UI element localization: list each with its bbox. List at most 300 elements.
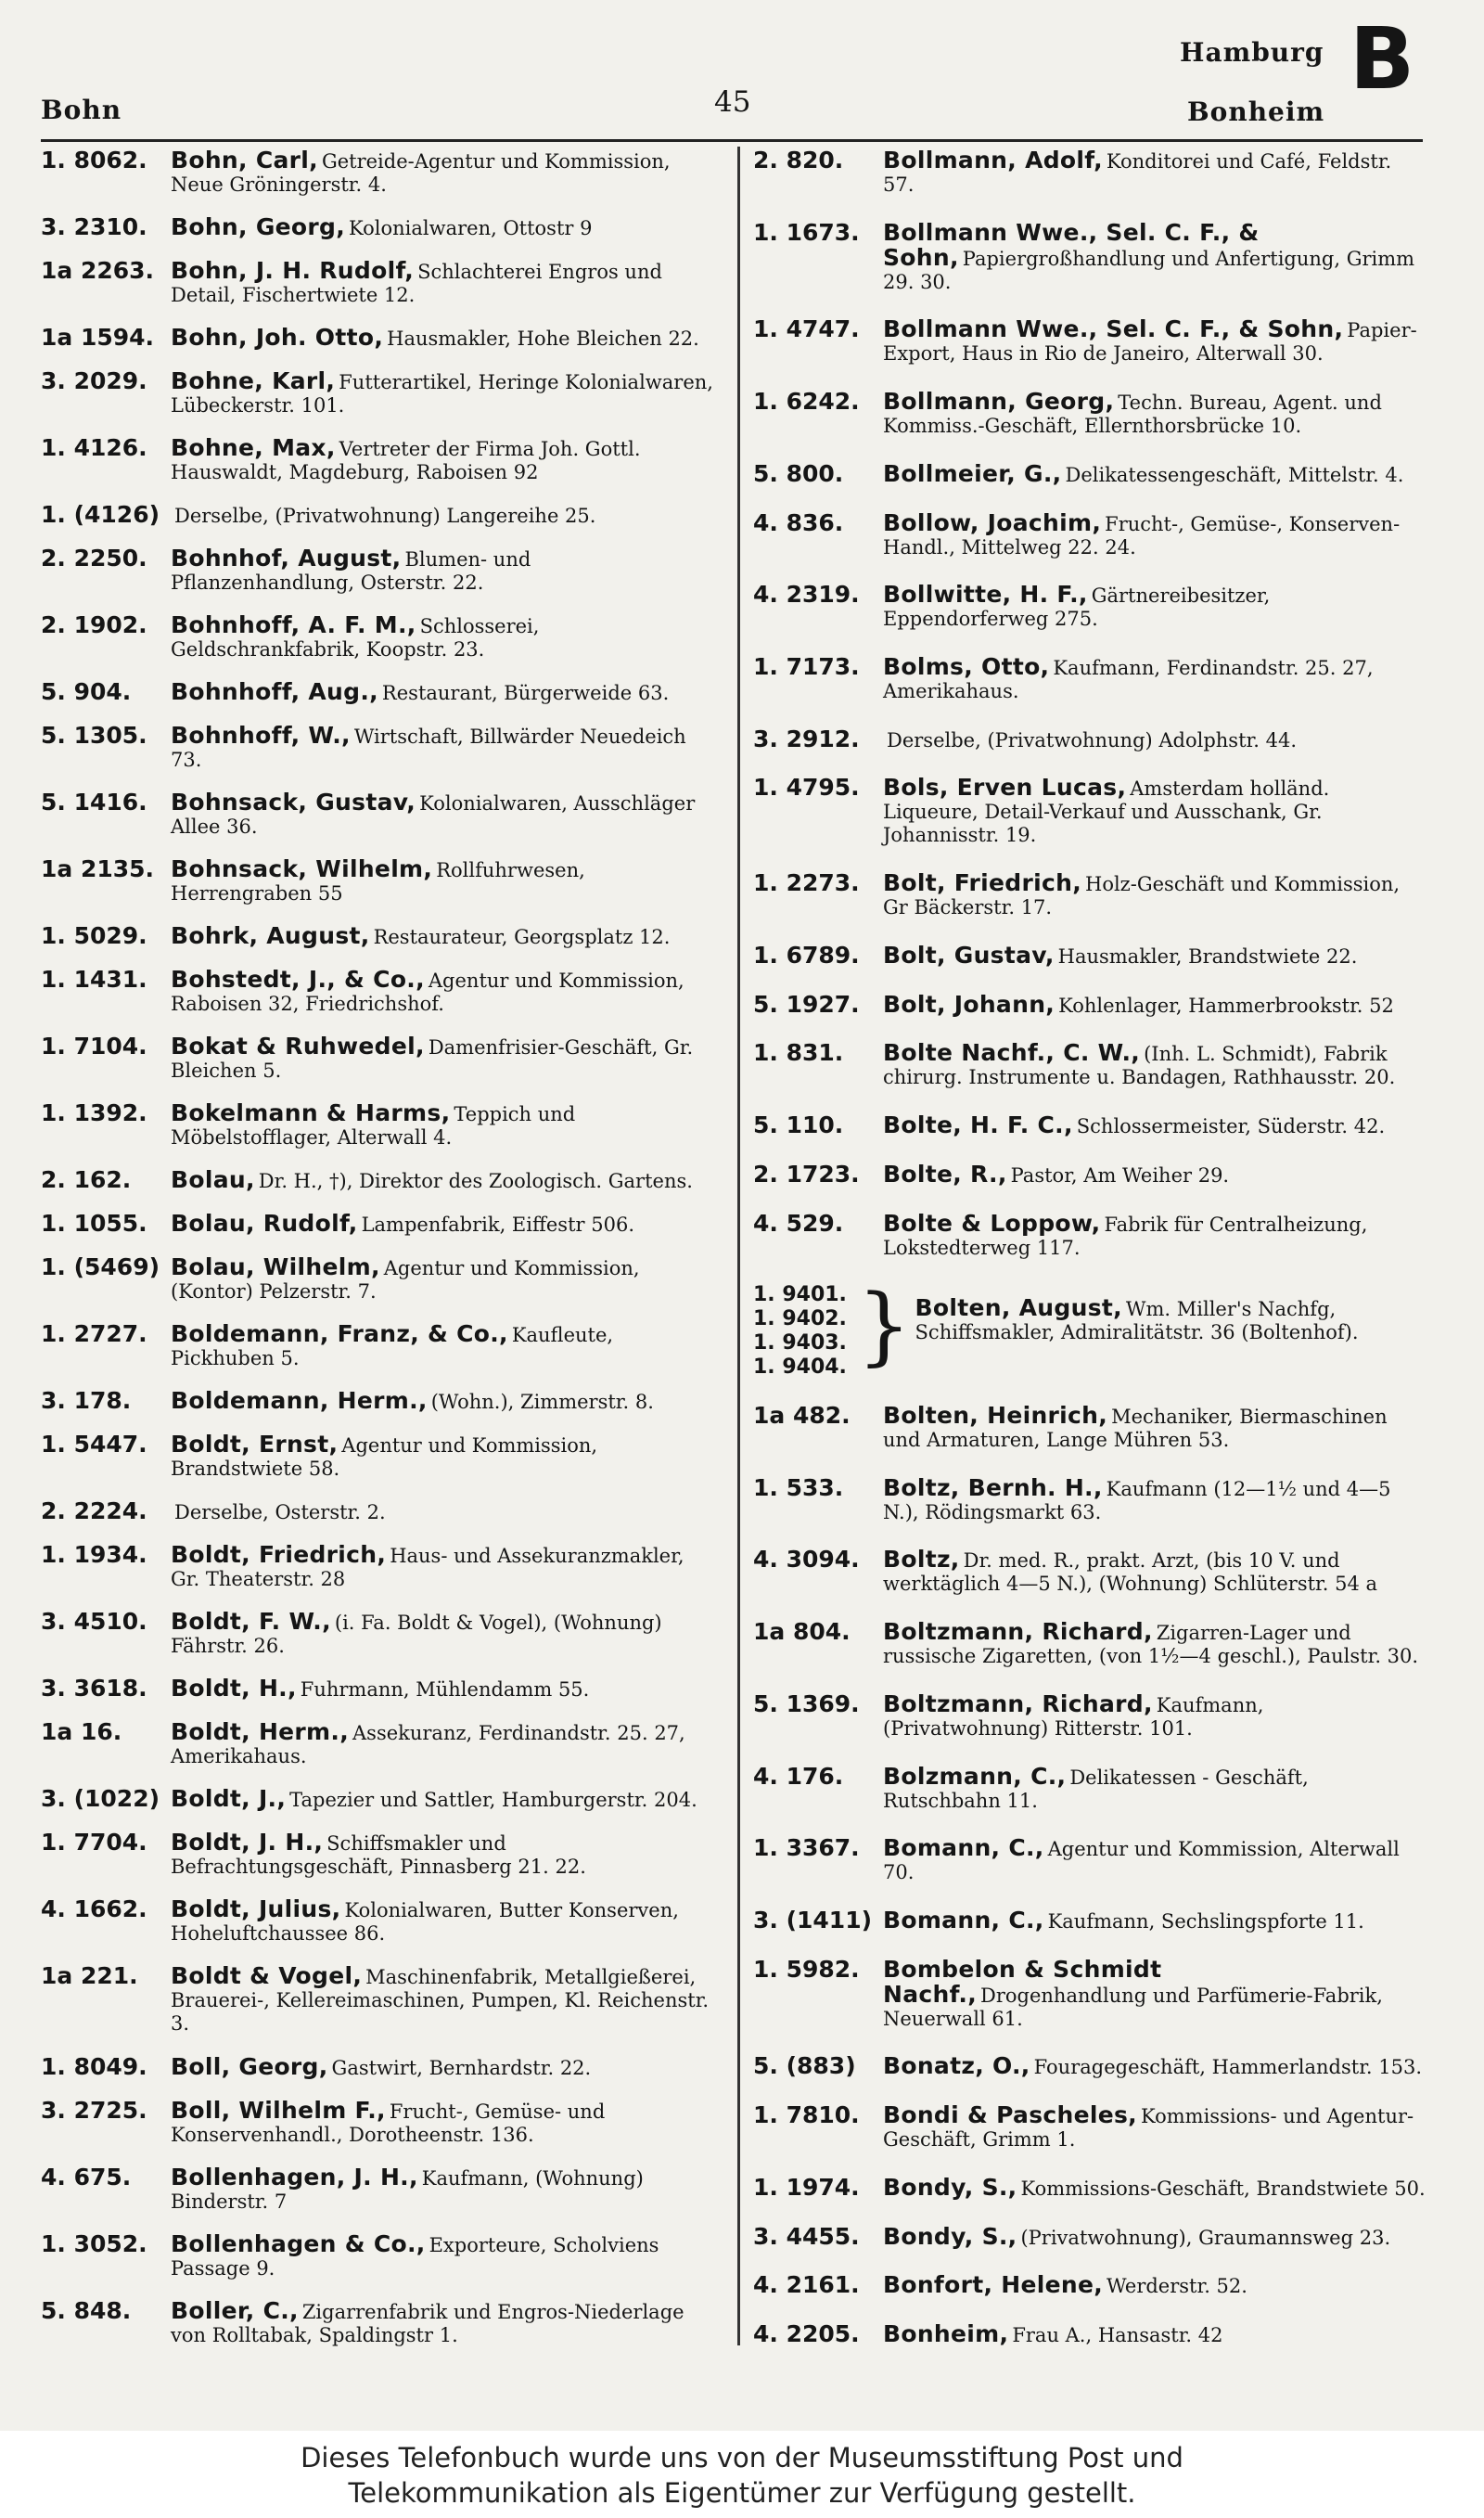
subscriber-details: (i. Fa. Boldt & Vogel), (Wohnung) Fährstr. 26. [171,1612,662,1658]
phone-number: 1. 533. [753,1473,844,1501]
directory-entry [753,871,1428,919]
directory-entry [753,2322,1428,2347]
phone-number-group [753,1283,855,1380]
entry-text [883,2103,1428,2152]
entry-text [883,2173,1428,2201]
directory-entry [753,727,1428,752]
directory-entry [753,1620,1428,1668]
subscriber-details: Drogenhandlung und Parfümerie-Fabrik, Neuerwall 61. [883,1984,1383,2030]
phone-number: 1. 5029. [41,922,147,950]
phone-number: 1. 2727. [41,1320,147,1348]
subscriber-details: Exporteure, Scholviens Passage 9. [171,2233,659,2280]
phone-number: 3. 2912. [753,725,860,752]
subscriber-name: Bondy, S., [883,2173,1017,2201]
directory-entry [41,1543,716,1591]
phone-number: 1a 2263. [41,257,155,285]
entry-text [883,2054,1428,2079]
entry-text [171,1212,716,1237]
phone-number: 5. (883) [753,2052,856,2080]
entry-text [883,459,1428,487]
subscriber-details: Dr. H., †), Direktor des Zoologisch. Gartens. [258,1170,693,1193]
directory-entry [41,857,716,906]
directory-entry [41,1389,716,1414]
phone-number: 1a 16. [41,1718,122,1746]
entry-text [883,1689,1428,1741]
directory-entry [753,1113,1428,1138]
phone-number: 4. 3094. [753,1546,860,1574]
entry-text [171,2296,716,2347]
subscriber-name: Boltz, [883,1546,960,1574]
entry-text [883,390,1428,438]
phone-number: 2. 1902. [41,611,147,639]
phone-number: 1. 5447. [41,1431,147,1458]
entry-text [883,2222,1428,2250]
subscriber-details: Konditorei und Café, Feldstr. 57. [883,150,1392,196]
subscriber-name: Bollmann Wwe., Sel. C. F., & Sohn, [883,218,1260,271]
entry-text [171,546,716,595]
directory-entry [41,259,716,307]
subscriber-name: Boldemann, Franz, & Co., [171,1320,508,1348]
phone-number: 1. 9401. [753,1283,847,1307]
phone-number: 3. 2725. [41,2096,147,2124]
phone-number: 1. 9404. [753,1355,847,1380]
phone-number: 1a 2135. [41,855,155,883]
directory-entry [41,1897,716,1946]
subscriber-details: (Wohn.), Zimmerstr. 8. [430,1391,654,1414]
subscriber-details: Kohlenlager, Hammerbrookstr. 52 [1058,994,1394,1017]
directory-entry [41,1831,716,1879]
subscriber-name: Bollmann Wwe., Sel. C. F., & Sohn, [883,315,1344,343]
phone-number: 4. 836. [753,508,844,536]
subscriber-name: Bokelmann & Harms, [171,1099,451,1127]
phone-number: 1. (4126) [41,501,160,529]
subscriber-details: Delikatessengeschäft, Mittelstr. 4. [1065,463,1404,486]
directory-entry [753,1762,1428,1813]
entry-text [883,1160,1428,1188]
directory-entry [753,2054,1428,2079]
directory-entry [753,2222,1428,2250]
subscriber-name: Bollenhagen & Co., [171,2229,426,2257]
phone-number: 1. 4747. [753,315,860,343]
phone-number: 3. (1411) [753,1906,873,1933]
phone-number: 5. 1369. [753,1689,860,1717]
subscriber-details: Kolonialwaren, Butter Konserven, Hoheluftchaussee 86. [171,1899,679,1946]
subscriber-name: Bohn, Georg, [171,213,345,241]
subscriber-details: Gastwirt, Bernhardstr. 22. [331,2056,592,2079]
subscriber-details: Derselbe, (Privatwohnung) Adolphstr. 44. [887,728,1298,752]
entry-text [171,857,716,906]
entry-text [171,436,716,484]
subscriber-name: Bondy, S., [883,2222,1017,2250]
phone-number: 1. (5469) [41,1253,160,1281]
subscriber-details: Kolonialwaren, Ottostr 9 [349,217,593,240]
phone-number: 1a 804. [753,1618,851,1646]
phone-number: 3. 2310. [41,213,147,241]
entry-text [883,1209,1428,1260]
subscriber-details: Rollfuhrwesen, Herrengraben 55 [171,859,585,906]
directory-entry [41,790,716,839]
entry-text [883,990,1428,1018]
directory-entry [41,1212,716,1237]
entry-text [171,1101,716,1150]
subscriber-details: Schlosserei, Geldschrankfabrik, Koopstr. 23. [171,615,540,662]
phone-number: 1. 1392. [41,1099,147,1127]
directory-entry [41,1255,716,1304]
subscriber-name: Bohrk, August, [171,922,370,950]
subscriber-name: Boldt, J., [171,1785,287,1813]
phone-number: 1. 1055. [41,1210,147,1238]
directory-entry [753,655,1428,703]
entry-text [171,1720,716,1768]
subscriber-details: Schiffsmakler und Befrachtungsgeschäft, Pinnasberg 21. 22. [171,1832,586,1879]
subscriber-details: Pastor, Am Weiher 29. [1010,1163,1230,1187]
subscriber-details: Papiergroßhandlung und Anfertigung, Grimm 29. 30. [883,247,1415,293]
subscriber-name: Bollmann, Adolf, [883,147,1103,173]
subscriber-details: Derselbe, (Privatwohnung) Langereihe 25. [174,505,596,528]
subscriber-details: Tapezier und Sattler, Hamburgerstr. 204. [289,1789,697,1812]
subscriber-details: Kaufmann, (Wohnung) Binderstr. 7 [171,2166,644,2213]
entry-text [171,1610,716,1658]
directory-entry [41,1720,716,1768]
subscriber-name: Bolau, Rudolf, [171,1210,358,1238]
entry-text [171,1831,716,1879]
subscriber-name: Bohne, Karl, [171,367,336,395]
subscriber-name: Bollmeier, G., [883,459,1062,487]
phone-number: 1. 9403. [753,1331,847,1355]
phone-number: 4. 176. [753,1762,844,1790]
subscriber-details: Mechaniker, Biermaschinen und Armaturen, Lange Mühren 53. [883,1405,1388,1451]
subscriber-details: Restaurateur, Georgsplatz 12. [373,926,671,949]
subscriber-name: Bohnsack, Wilhelm, [171,855,433,883]
directory-entry [41,1677,716,1702]
subscriber-name: Bohnhoff, W., [171,722,351,750]
footer-note [0,2431,1484,2518]
entry-text [883,218,1428,294]
directory-entry [753,1908,1428,1933]
entry-text [915,1283,1428,1344]
subscriber-name: Bolte & Loppow, [883,1209,1101,1237]
footer-line-2: Telekommunikation als Eigentümer zur Verfügung gestellt. [348,2477,1136,2509]
subscriber-name: Bohne, Max, [171,434,336,462]
entry-text [883,583,1428,631]
entry-text [171,1897,716,1946]
directory-entry [41,326,716,351]
subscriber-details: Getreide-Agentur und Kommission, Neue Gröningerstr. 4. [171,150,671,196]
phone-number: 1. 9402. [753,1307,847,1331]
directory-entry [41,1168,716,1193]
directory-entry [753,990,1428,1018]
subscriber-name: Bomann, C., [883,1906,1044,1933]
phone-number: 5. 848. [41,2296,132,2324]
subscriber-details: Haus- und Assekuranzmakler, Gr. Theaterstr. 28 [171,1545,684,1591]
phone-number: 1. 1431. [41,966,147,994]
entry-text [883,871,1428,919]
header-first-entry: Bohn [41,95,122,125]
entry-text [171,1543,716,1591]
phone-number: 5. 1416. [41,789,147,816]
header-rule [41,139,1423,142]
subscriber-name: Boldt, Ernst, [171,1431,339,1458]
phone-number: 4. 1662. [41,1895,147,1923]
directory-entry [753,218,1428,294]
phone-number: 3. (1022) [41,1785,160,1813]
directory-entry [41,1964,716,2036]
subscriber-details: Delikatessen - Geschäft, Rutschbahn 11. [883,1766,1309,1812]
subscriber-name: Bonheim, [883,2320,1009,2347]
directory-entry [41,613,716,662]
subscriber-details: Werderstr. 52. [1107,2275,1247,2298]
phone-number: 4. 2319. [753,581,860,609]
directory-entry [41,148,716,197]
phone-number: 4. 2205. [753,2320,860,2347]
phone-number: 2. 1723. [753,1160,860,1188]
entry-text [171,2165,716,2214]
header-last-entry: Bonheim [1187,96,1325,127]
footer-line-1: Dieses Telefonbuch wurde uns von der Museumsstiftung Post und [301,2442,1183,2473]
entry-text [171,1964,716,2036]
entry-text [883,941,1428,969]
subscriber-details: Kaufmann, Ferdinandstr. 25. 27, Amerikahaus. [883,657,1374,703]
section-letter: B [1350,9,1415,109]
phone-number: 1. 1673. [753,218,860,246]
directory-entry [41,215,716,240]
phone-number: 1. 5982. [753,1955,860,1983]
directory-entry [41,1499,716,1524]
directory-entry [753,508,1428,559]
subscriber-details: Maschinenfabrik, Metallgießerei, Brauerei-, Kellereimaschinen, Pumpen, Kl. Reichenstr. 3. [171,1966,710,2036]
subscriber-details: Kaufleute, Pickhuben 5. [171,1324,614,1370]
subscriber-details: Amsterdam holländ. Liqueure, Detail-Verkauf und Ausschank, Gr. Johannisstr. 19. [883,777,1330,847]
directory-entry [753,1955,1428,2031]
entry-text [171,369,716,418]
subscriber-name: Bohnsack, Gustav, [171,789,416,816]
phone-number: 2. 820. [753,147,844,173]
entry-text [171,724,716,772]
directory-entry [753,1836,1428,1884]
entry-text [171,2229,716,2280]
subscriber-name: Bolau, Wilhelm, [171,1253,380,1281]
directory-entry [41,2052,716,2080]
phone-number: 4. 2161. [753,2271,860,2299]
subscriber-details: Agentur und Kommission, Alterwall 70. [883,1838,1400,1884]
directory-entry [41,2096,716,2147]
directory-entry [41,1101,716,1150]
column-divider [737,147,740,2345]
subscriber-details: Agentur und Kommission, Brandstwiete 58. [171,1434,598,1481]
subscriber-name: Bonfort, Helene, [883,2271,1104,2299]
subscriber-details: Assekuranz, Ferdinandstr. 25. 27, Amerikahaus. [171,1722,685,1768]
directory-entry [753,1041,1428,1089]
directory-entry [753,1473,1428,1524]
subscriber-name: Bombelon & Schmidt Nachf., [883,1955,1162,2008]
subscriber-name: Boltzmann, Richard, [883,1618,1153,1646]
directory-entry [41,2296,716,2347]
subscriber-name: Boldt, F. W., [171,1608,331,1636]
entry-text [171,680,716,705]
subscriber-name: Bolt, Friedrich, [883,869,1081,897]
directory-entry-group [753,1276,1428,1380]
entry-text [171,968,716,1016]
phone-number: 3. 4455. [753,2222,860,2250]
subscriber-details: Frau A., Hansastr. 42 [1012,2324,1223,2346]
directory-entry [41,369,716,418]
subscriber-details: Teppich und Möbelstofflager, Alterwall 4. [171,1103,576,1150]
subscriber-name: Boller, C., [171,2296,299,2324]
phone-number: 1. 6242. [753,388,860,416]
phone-number: 4. 675. [41,2163,132,2190]
entry-text [883,655,1428,703]
subscriber-name: Boldemann, Herm., [171,1387,428,1415]
directory-entry [753,2273,1428,2298]
entry-text [883,1908,1428,1933]
directory-entry [753,459,1428,487]
subscriber-name: Bolten, Heinrich, [883,1401,1108,1429]
phone-number: 4. 529. [753,1209,844,1237]
subscriber-name: Bohnhoff, Aug., [171,678,378,706]
directory-entry [41,680,716,705]
subscriber-details: Zigarren-Lager und russische Zigaretten, (von 1½—4 geschl.), Paulstr. 30. [883,1622,1419,1668]
entry-text [883,148,1428,197]
phone-number: 1. 831. [753,1039,844,1067]
subscriber-name: Bolt, Gustav, [883,941,1055,969]
subscriber-details: Frucht-, Gemüse- und Konservenhandl., Dorotheenstr. 136. [171,2100,606,2146]
subscriber-details: Schlachterei Engros und Detail, Fischertwiete 12. [171,261,662,307]
subscriber-details: Kaufmann (12—1½ und 4—5 N.), Rödingsmarkt 63. [883,1477,1391,1523]
subscriber-details: Holz-Geschäft und Kommission, Gr Bäckerstr. 17. [883,873,1401,919]
directory-entry [753,2173,1428,2201]
directory-entry [41,2229,716,2280]
subscriber-details: Kaufmann, Sechslingspforte 11. [1047,1909,1364,1933]
directory-entry [753,317,1428,366]
entry-text [171,1499,716,1524]
entry-text [883,2273,1428,2298]
phone-number: 1. 8049. [41,2052,147,2080]
subscriber-details: Fuhrmann, Mühlendamm 55. [300,1678,590,1702]
subscriber-name: Bols, Erven Lucas, [883,774,1127,802]
subscriber-details: (Inh. L. Schmidt), Fabrik chirurg. Instrumente u. Bandagen, Rathhausstr. 20. [883,1043,1396,1089]
directory-entry [41,1322,716,1370]
entry-text [171,1432,716,1481]
phone-number: 1. 6789. [753,941,860,969]
entry-text [883,776,1428,847]
directory-entry [41,924,716,949]
phone-number: 3. 2029. [41,367,147,395]
phone-number: 2. 2250. [41,545,147,572]
entry-text [883,1836,1428,1884]
phone-number: 1. 1974. [753,2173,860,2201]
phone-number: 1a 482. [753,1401,851,1429]
subscriber-name: Boldt, Julius, [171,1895,341,1923]
entry-text [883,1473,1428,1524]
subscriber-details: Techn. Bureau, Agent. und Kommiss.-Geschäft, Ellernthorsbrücke 10. [883,392,1382,438]
entry-text [171,2052,716,2080]
entry-text [883,1401,1428,1452]
entry-text [171,1677,716,1702]
subscriber-name: Bohn, J. H. Rudolf, [171,257,415,285]
entry-text [171,924,716,949]
subscriber-name: Bonatz, O., [883,2052,1030,2080]
subscriber-details: Damenfrisier-Geschäft, Gr. Bleichen 5. [171,1036,694,1083]
subscriber-name: Bolau, [171,1166,255,1194]
phone-number: 1. 7173. [753,653,860,681]
directory-entry [41,968,716,1016]
directory-entry [753,776,1428,847]
phone-number: 1. 8062. [41,147,147,173]
phone-number: 3. 4510. [41,1608,147,1636]
subscriber-name: Bomann, C., [883,1834,1044,1862]
subscriber-name: Bolte, H. F. C., [883,1111,1073,1139]
subscriber-name: Bollow, Joachim, [883,508,1102,536]
entry-text [883,1762,1428,1813]
subscriber-name: Boll, Georg, [171,2052,328,2080]
phone-number: 3. 178. [41,1387,132,1415]
entry-text [171,2096,716,2147]
entry-text [883,2322,1428,2347]
phone-number: 1a 1594. [41,324,155,352]
directory-entry [41,1034,716,1083]
subscriber-name: Boltz, Bernh. H., [883,1473,1103,1501]
subscriber-name: Bohnhoff, A. F. M., [171,611,416,639]
subscriber-name: Bohnhof, August, [171,545,402,572]
phone-number: 5. 1927. [753,990,860,1018]
subscriber-name: Bohn, Joh. Otto, [171,324,384,352]
subscriber-name: Bolten, August, [915,1294,1122,1322]
directory-entry [41,546,716,595]
entry-text [171,1322,716,1370]
entry-text [883,1548,1428,1596]
entry-text [883,1113,1428,1138]
subscriber-name: Boldt, J. H., [171,1829,324,1856]
subscriber-details: Futterartikel, Heringe Kolonialwaren, Lübeckerstr. 101. [171,371,713,418]
subscriber-name: Bolzmann, C., [883,1762,1067,1790]
directory-entry [41,724,716,772]
directory-entry [41,436,716,484]
entry-text [883,317,1428,366]
subscriber-details: Kommissions- und Agentur-Geschäft, Grimm 1. [883,2105,1414,2152]
entry-text [171,1168,716,1193]
subscriber-details: Gärtnereibesitzer, Eppendorferweg 275. [883,585,1271,631]
subscriber-name: Bohstedt, J., & Co., [171,966,425,994]
subscriber-name: Bolt, Johann, [883,990,1055,1018]
subscriber-name: Bollwitte, H. F., [883,581,1088,609]
subscriber-details: Papier-Export, Haus in Rio de Janeiro, Alterwall 30. [883,319,1417,366]
subscriber-details: Agentur und Kommission, (Kontor) Pelzerstr. 7. [171,1257,640,1304]
phone-number: 2. 2224. [41,1497,147,1525]
subscriber-details: Wirtschaft, Billwärder Neuedeich 73. [171,726,686,772]
subscriber-name: Bollmann, Georg, [883,388,1115,416]
phone-number: 5. 1305. [41,722,147,750]
subscriber-details: Dr. med. R., prakt. Arzt, (bis 10 V. und werktäglich 4—5 N.), (Wohnung) Schlüterstr. 54 a [883,1549,1378,1596]
subscriber-name: Bollenhagen, J. H., [171,2163,418,2190]
entry-text [171,1034,716,1083]
subscriber-name: Boldt, H., [171,1675,297,1702]
entry-text [883,727,1428,752]
subscriber-details: (Privatwohnung), Graumannsweg 23. [1020,2226,1391,2249]
subscriber-details: Hausmakler, Brandstwiete 22. [1057,944,1358,968]
phone-number: 1. 7704. [41,1829,147,1856]
subscriber-details: Frucht-, Gemüse-, Konserven-Handl., Mittelweg 22. 24. [883,512,1401,559]
entry-text [171,148,716,197]
subscriber-details: Kolonialwaren, Ausschläger Allee 36. [171,792,696,839]
directory-entry [753,941,1428,969]
phone-number: 1. 3052. [41,2229,147,2257]
phone-number: 1. 3367. [753,1834,860,1862]
entry-text [171,503,716,528]
subscriber-name: Bolte Nachf., C. W., [883,1039,1141,1067]
subscriber-details: Fabrik für Centralheizung, Lokstedterweg 117. [883,1213,1368,1259]
subscriber-details: Derselbe, Osterstr. 2. [174,1501,386,1524]
directory-entry [753,1548,1428,1596]
